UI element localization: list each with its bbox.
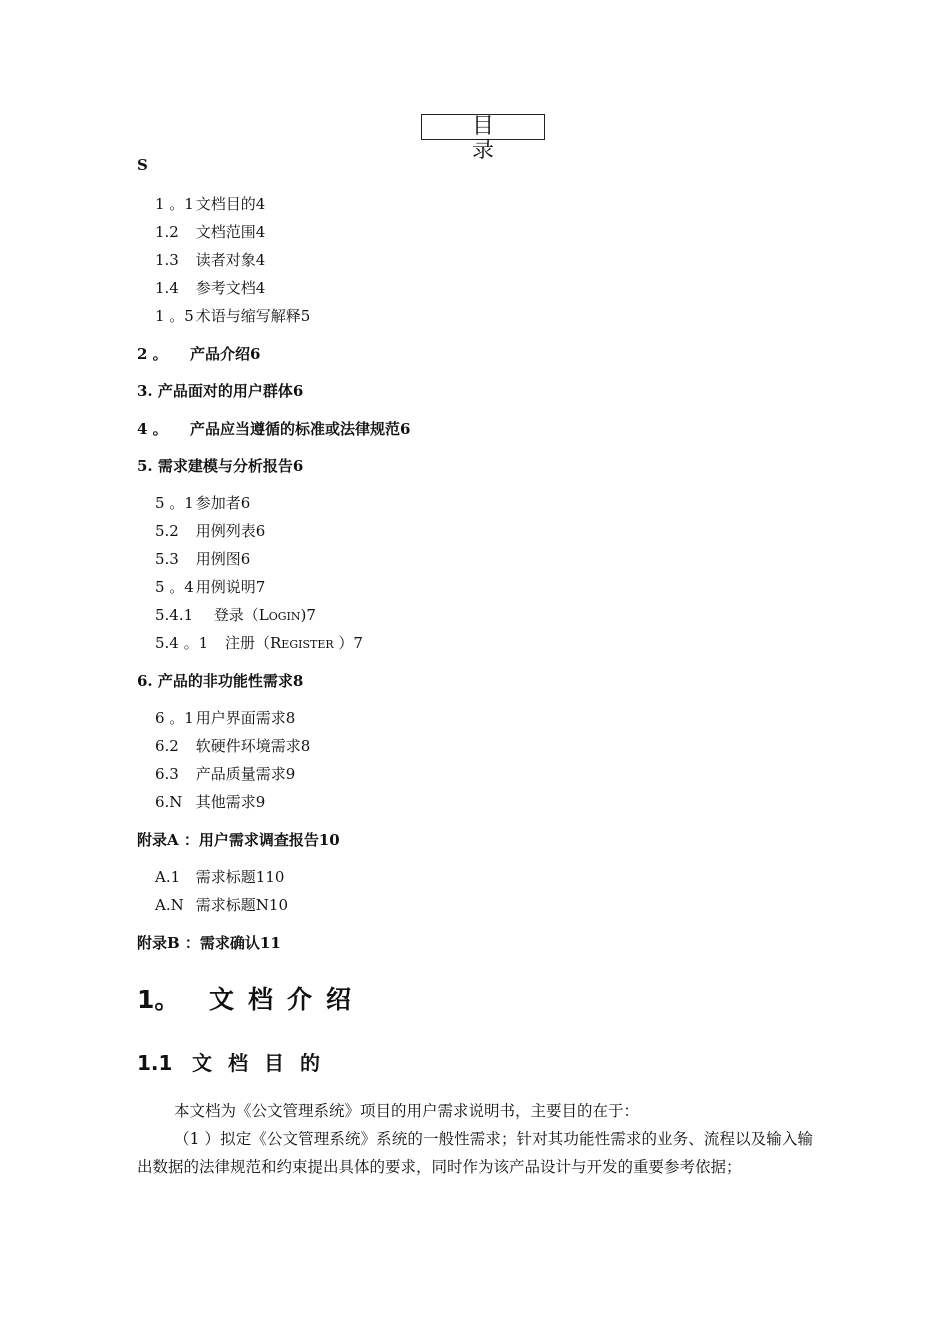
toc-item-text: 用例图6	[195, 550, 251, 568]
toc-item-text: 注册（Register ）7	[225, 634, 363, 652]
toc-item-number: 5.4 。1	[155, 634, 209, 652]
toc-item-text: 6. 产品的非功能性需求8	[137, 672, 304, 690]
heading-1-text: 文档介绍	[209, 985, 366, 1014]
toc-item-text: 5. 需求建模与分析报告6	[137, 457, 304, 475]
toc-section[interactable]	[137, 418, 410, 439]
toc-item-text: 产品介绍6	[190, 345, 261, 363]
toc-item[interactable]	[155, 576, 265, 597]
toc-item-text: 用例列表6	[195, 522, 266, 540]
toc-item[interactable]	[155, 632, 363, 653]
toc-section[interactable]	[137, 455, 303, 476]
heading-2-text: 文档目的	[192, 1051, 336, 1075]
toc-item-number: 6.N	[155, 793, 183, 811]
toc-item[interactable]	[155, 866, 284, 887]
toc-item-number: 4 。	[137, 420, 168, 438]
toc-item-text: 产品应当遵循的标准或法律规范6	[190, 420, 411, 438]
toc-item[interactable]	[155, 548, 250, 569]
toc-section[interactable]	[137, 829, 340, 850]
heading-2-number: 1.1	[137, 1051, 173, 1075]
toc-item[interactable]	[155, 305, 310, 326]
toc-item[interactable]	[155, 492, 250, 513]
toc-item-text: 参考文档4	[195, 279, 266, 297]
heading-2	[137, 1047, 336, 1076]
toc-item-text: 需求标题110	[195, 868, 285, 886]
toc-item-text: 用例说明7	[195, 578, 266, 596]
toc-item-number: 6.3	[155, 765, 179, 783]
toc-item-number: 1 。1	[155, 195, 194, 213]
toc-item-number: 1.2	[155, 223, 179, 241]
body-paragraph: 本文档为《公文管理系统》项目的用户需求说明书，主要目的在于：	[174, 1102, 640, 1120]
toc-item[interactable]	[155, 604, 316, 625]
toc-item-number: 5.2	[155, 522, 179, 540]
toc-item[interactable]	[155, 763, 295, 784]
toc-item[interactable]	[155, 520, 265, 541]
toc-item-text: 术语与缩写解释5	[195, 307, 311, 325]
toc-item-number: 5.3	[155, 550, 179, 568]
toc-item-text: 附录B ：需求确认11	[137, 934, 281, 952]
heading-1	[137, 980, 365, 1016]
toc-item-text: 3. 产品面对的用户群体6	[137, 382, 304, 400]
toc-item[interactable]	[155, 221, 265, 242]
toc-section[interactable]	[137, 380, 303, 401]
toc-item[interactable]	[155, 894, 288, 915]
toc-item-number: 2 。	[137, 345, 168, 363]
toc-item-text: 产品质量需求9	[195, 765, 296, 783]
toc-item-text: 用户界面需求8	[195, 709, 296, 727]
toc-item-text: 文档目的4	[195, 195, 266, 213]
toc-item-text: 其他需求9	[195, 793, 266, 811]
toc-item-text: 软硬件环境需求8	[195, 737, 311, 755]
toc-item-text: 登录（Login)7	[213, 606, 316, 624]
toc-section[interactable]	[137, 932, 281, 953]
body-paragraph: （1 ）拟定《公文管理系统》系统的一般性需求；针对其功能性需求的业务、流程以及输入输出数据的法律规范和约束提出具体的要求，同时作为该产品设计与开发的重要参考依据；	[137, 1130, 813, 1176]
toc-item-number: 1.3	[155, 251, 179, 269]
toc-item[interactable]	[155, 707, 295, 728]
toc-section[interactable]	[137, 343, 260, 364]
toc-item[interactable]	[155, 791, 265, 812]
toc-item-number: 5 。1	[155, 494, 194, 512]
toc-item-text: 参加者6	[195, 494, 251, 512]
toc-item-text: 读者对象4	[195, 251, 266, 269]
toc-item-text: 文档范围4	[195, 223, 266, 241]
toc-item-number: 1.4	[155, 279, 179, 297]
heading-1-number: 1。	[137, 985, 180, 1014]
toc-title: 目 录	[421, 114, 545, 140]
toc-item-number: 5 。4	[155, 578, 194, 596]
toc-s-label: S	[137, 156, 148, 174]
toc-item[interactable]	[155, 249, 265, 270]
toc-item[interactable]	[155, 735, 310, 756]
toc-section[interactable]	[137, 670, 303, 691]
toc-item-text: 需求标题N10	[195, 896, 288, 914]
toc-item[interactable]	[155, 277, 265, 298]
toc-item-number: 6 。1	[155, 709, 194, 727]
toc-item-text: 附录A ：用户需求调查报告10	[137, 831, 340, 849]
toc-item-number: 6.2	[155, 737, 179, 755]
toc-item-number: A.1	[155, 868, 181, 886]
toc-item-number: 1 。5	[155, 307, 194, 325]
toc-item-number: A.N	[155, 896, 184, 914]
toc-item[interactable]	[155, 193, 265, 214]
toc-item-number: 5.4.1	[155, 606, 194, 624]
